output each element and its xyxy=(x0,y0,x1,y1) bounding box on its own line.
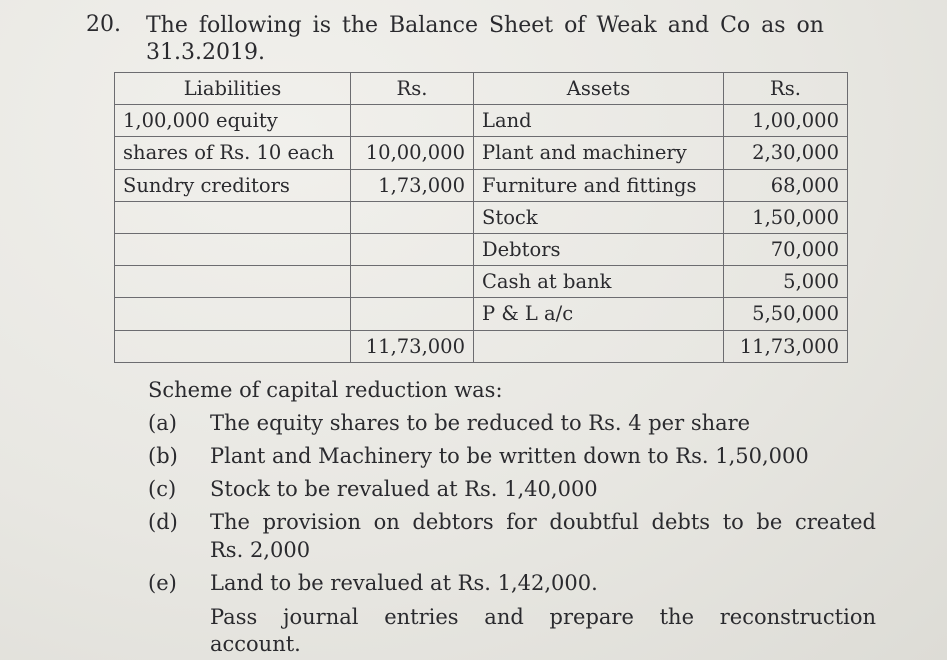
asset-amount-cell: 5,50,000 xyxy=(724,298,848,330)
item-text: The equity shares to be reduced to Rs. 4 per share xyxy=(210,411,751,435)
table-row xyxy=(115,105,848,137)
asset-cell xyxy=(474,330,724,362)
table-row xyxy=(115,266,848,298)
asset-cell: Land xyxy=(474,105,724,137)
liability-cell xyxy=(115,298,351,330)
asset-amount-cell: 1,00,000 xyxy=(724,105,848,137)
table-row xyxy=(115,298,848,330)
asset-cell: Plant and machinery xyxy=(474,137,724,169)
item-text-continued: Rs. 2,000 xyxy=(210,538,311,562)
header-rs-assets: Rs. xyxy=(724,73,848,105)
asset-total-cell: 11,73,000 xyxy=(724,330,848,362)
table-row xyxy=(115,201,848,233)
asset-cell: Stock xyxy=(474,201,724,233)
table-row xyxy=(115,233,848,265)
table-header-row xyxy=(115,73,848,105)
balance-sheet-table xyxy=(114,72,848,363)
liability-cell: Sundry creditors xyxy=(115,169,351,201)
item-text: Stock to be revalued at Rs. 1,40,000 xyxy=(210,477,598,501)
asset-cell: Furniture and fittings xyxy=(474,169,724,201)
asset-amount-cell: 2,30,000 xyxy=(724,137,848,169)
table-row xyxy=(115,169,848,201)
asset-amount-cell: 5,000 xyxy=(724,266,848,298)
item-key: (d) xyxy=(148,510,178,534)
liability-amount-cell: 1,73,000 xyxy=(351,169,474,201)
item-key: (c) xyxy=(148,477,177,501)
title-line-2: 31.3.2019. xyxy=(146,40,265,65)
liability-cell xyxy=(115,266,351,298)
liability-amount-cell xyxy=(351,233,474,265)
liability-amount-cell xyxy=(351,201,474,233)
item-text: Plant and Machinery to be written down to Rs. 1,50,000 xyxy=(210,444,809,468)
asset-amount-cell: 70,000 xyxy=(724,233,848,265)
asset-amount-cell: 68,000 xyxy=(724,169,848,201)
item-text: Land to be revalued at Rs. 1,42,000. xyxy=(210,571,598,595)
header-liabilities: Liabilities xyxy=(115,73,351,105)
liability-cell xyxy=(115,330,351,362)
asset-cell: Debtors xyxy=(474,233,724,265)
instruction-text: account. xyxy=(210,632,301,656)
asset-cell: P & L a/c xyxy=(474,298,724,330)
asset-amount-cell: 1,50,000 xyxy=(724,201,848,233)
liability-amount-cell: 10,00,000 xyxy=(351,137,474,169)
liability-total-cell: 11,73,000 xyxy=(351,330,474,362)
asset-cell: Cash at bank xyxy=(474,266,724,298)
question-number: 20. xyxy=(86,12,121,37)
header-rs-liabilities: Rs. xyxy=(351,73,474,105)
question-title xyxy=(146,12,906,66)
header-assets: Assets xyxy=(474,73,724,105)
liability-amount-cell xyxy=(351,298,474,330)
title-line-1: The following is the Balance Sheet of Weak and Co as on xyxy=(146,13,824,38)
liability-cell xyxy=(115,201,351,233)
item-key: (e) xyxy=(148,571,177,595)
liability-cell: shares of Rs. 10 each xyxy=(115,137,351,169)
instruction-text: Pass journal entries and prepare the reconstruction xyxy=(210,605,876,629)
table-row xyxy=(115,137,848,169)
liability-cell xyxy=(115,233,351,265)
liability-cell: 1,00,000 equity xyxy=(115,105,351,137)
item-key: (a) xyxy=(148,411,177,435)
item-key: (b) xyxy=(148,444,178,468)
liability-amount-cell xyxy=(351,266,474,298)
scheme-heading: Scheme of capital reduction was: xyxy=(148,378,503,402)
liability-amount-cell xyxy=(351,105,474,137)
item-text: The provision on debtors for doubtful debts to be created xyxy=(210,510,876,534)
table-total-row xyxy=(115,330,848,362)
